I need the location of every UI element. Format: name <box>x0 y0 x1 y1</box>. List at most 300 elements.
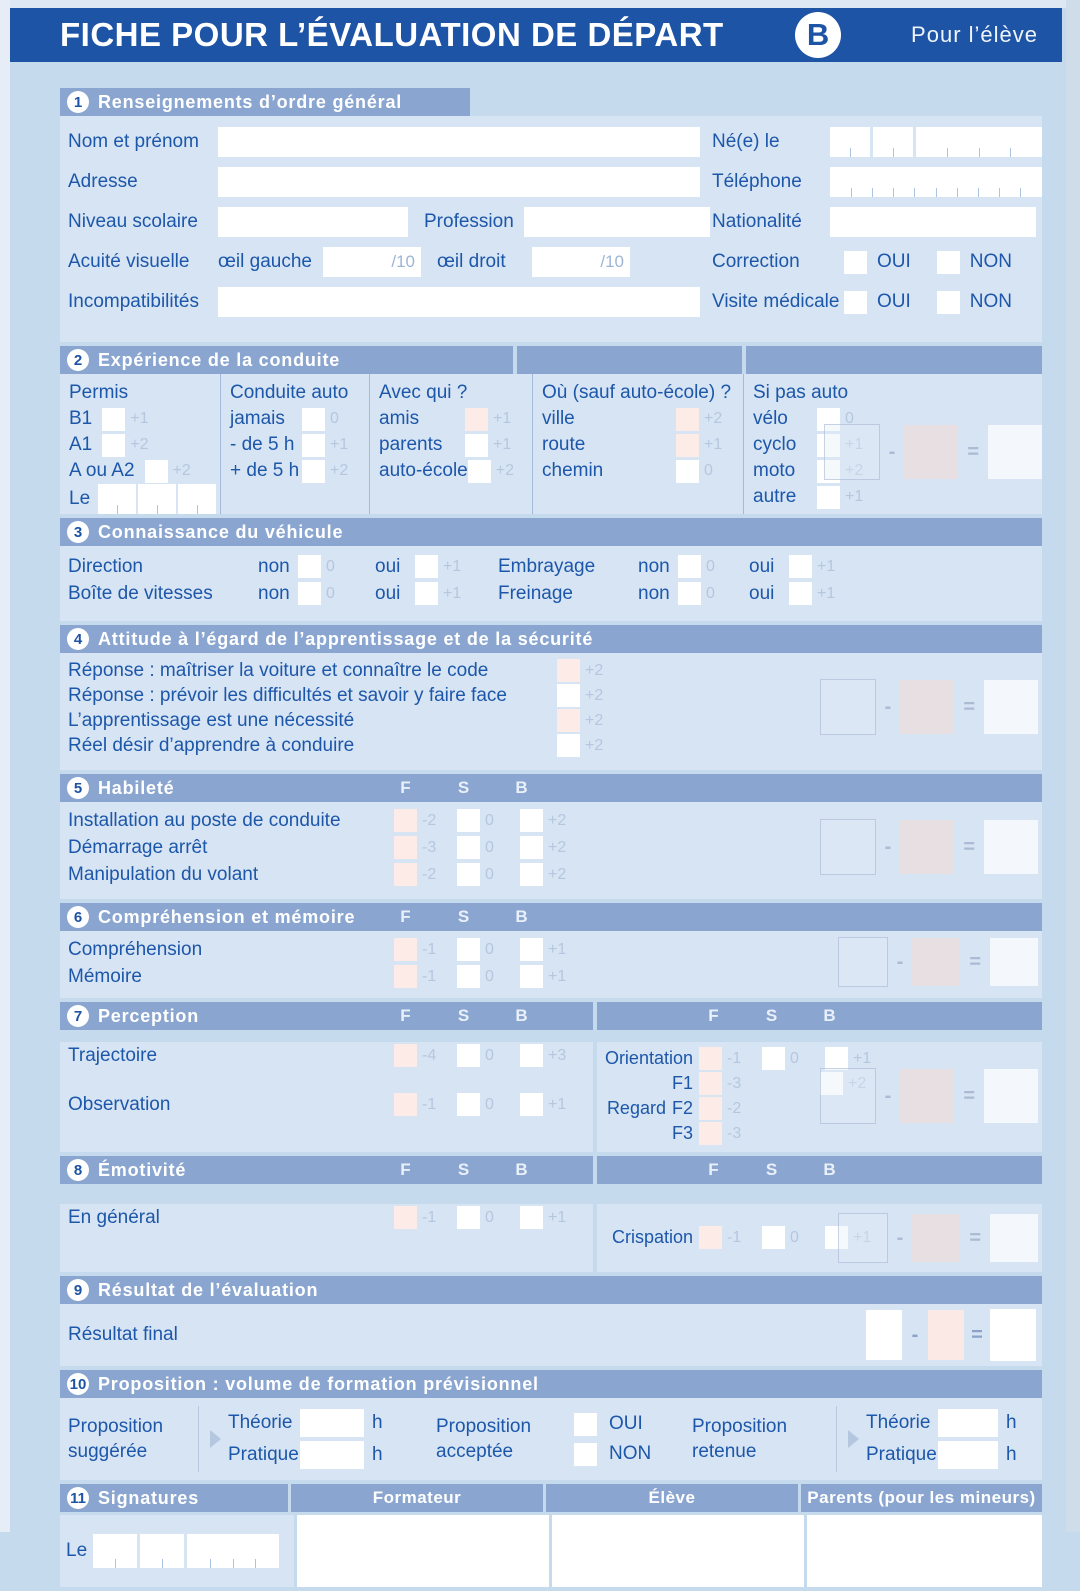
col-avec-qui <box>369 374 532 514</box>
checkbox-f1-f[interactable] <box>699 1072 722 1095</box>
score-hint: -1 <box>422 940 437 958</box>
col-s-label: S <box>457 1160 470 1179</box>
row-niveau <box>60 202 1042 242</box>
section-number-badge: 1 <box>67 91 89 113</box>
watermark-box <box>984 680 1038 734</box>
attitude-item-label: Réel désir d’apprendre à conduire <box>68 734 355 756</box>
section-number-badge: 7 <box>67 1005 89 1027</box>
score-hint: +2 <box>585 736 604 754</box>
checkbox-route[interactable] <box>676 434 699 457</box>
section-title: Expérience de la conduite <box>98 349 341 370</box>
cyclo-label: cyclo <box>753 434 797 455</box>
signature-date-cell <box>60 1515 294 1587</box>
section-signatures <box>60 1484 1042 1587</box>
theorie-label: Théorie <box>228 1412 293 1433</box>
checkbox-attitude-3[interactable] <box>557 709 580 732</box>
f3-label: F3 <box>671 1123 693 1143</box>
section-title: Habileté <box>98 777 175 798</box>
col-f-label: F <box>400 778 411 797</box>
en-general-label: En général <box>68 1206 160 1228</box>
row-acuite <box>60 242 1042 282</box>
score-hint: +1 <box>548 967 567 985</box>
score-hint: 0 <box>790 1049 799 1067</box>
watermark-box <box>904 425 958 479</box>
section-habilete <box>60 774 1042 899</box>
checkbox-acceptee-non[interactable] <box>574 1443 597 1466</box>
ou-header: Où (sauf auto-école) ? <box>542 382 732 403</box>
col-b-label: B <box>515 1160 528 1179</box>
score-hint: 0 <box>485 1095 494 1113</box>
oui-label: OUI <box>609 1413 643 1434</box>
checkbox-plus-de-5h[interactable] <box>302 460 325 483</box>
watermark-box <box>900 820 954 874</box>
col-f-label: F <box>400 1006 411 1025</box>
score-watermark <box>824 424 1042 480</box>
score-hint: +1 <box>817 584 836 602</box>
section-number-badge: 2 <box>67 349 89 371</box>
checkbox-attitude-4[interactable] <box>557 734 580 757</box>
autre-label: autre <box>753 486 797 507</box>
section-number-badge: 8 <box>67 1159 89 1181</box>
section-emotivite <box>60 1156 1042 1272</box>
score-hint: 0 <box>845 410 854 427</box>
col-ou <box>532 374 743 514</box>
f2-label: F2 <box>671 1098 693 1118</box>
checkbox-boite-oui[interactable] <box>415 582 438 605</box>
checkbox-jamais[interactable] <box>302 408 325 431</box>
col-s-label: S <box>765 1160 778 1179</box>
col-s-label: S <box>457 778 470 797</box>
route-label: route <box>542 434 586 455</box>
checkbox-auto-ecole[interactable] <box>468 460 491 483</box>
section-title: Signatures <box>98 1487 200 1508</box>
checkbox-moins-de-5h[interactable] <box>302 434 325 457</box>
checkbox-amis[interactable] <box>465 408 488 431</box>
checkbox-memoire-s[interactable] <box>457 965 480 988</box>
scan-edge-left <box>0 0 10 1532</box>
score-hint: +2 <box>548 811 567 829</box>
permis-header: Permis <box>69 382 129 403</box>
boite-label: Boîte de vitesses <box>68 582 213 604</box>
oeil-droit-input[interactable] <box>532 247 630 277</box>
watermark-box <box>820 819 876 875</box>
profession-input[interactable] <box>524 207 710 237</box>
attitude-item-label: Réponse : prévoir les difficultés et savoir y faire face <box>68 684 507 706</box>
checkbox-visite-oui[interactable] <box>844 291 867 314</box>
checkbox-orientation-b[interactable] <box>825 1047 848 1070</box>
score-hint: 0 <box>706 557 715 575</box>
score-hint: +1 <box>845 488 864 505</box>
non-label: NON <box>969 251 1013 272</box>
signature-area-parents[interactable] <box>807 1515 1042 1587</box>
telephone-label: Téléphone <box>712 171 802 192</box>
score-hint: 0 <box>706 584 715 602</box>
crispation-label: Crispation <box>611 1227 693 1247</box>
score-hint: 0 <box>485 838 494 856</box>
checkbox-ville[interactable] <box>676 408 699 431</box>
checkbox-autre[interactable] <box>817 486 840 509</box>
checkbox-correction-oui[interactable] <box>844 251 867 274</box>
minus-sign: - <box>911 1323 919 1346</box>
signature-area-formateur[interactable] <box>297 1515 549 1587</box>
score-hint: +1 <box>493 410 512 427</box>
col-conduite-auto <box>220 374 369 514</box>
nom-label: Nom et prénom <box>68 131 199 152</box>
signature-date-day-input[interactable] <box>93 1534 137 1568</box>
resultat-box-2[interactable] <box>928 1310 964 1360</box>
section-2-header <box>60 346 1042 374</box>
score-hint: +1 <box>817 557 836 575</box>
score-hint: +1 <box>704 436 723 453</box>
oui-label: oui <box>375 555 401 577</box>
checkbox-f2-f[interactable] <box>699 1097 722 1120</box>
watermark-box <box>838 1213 888 1263</box>
checkbox-en-general-b[interactable] <box>520 1206 543 1229</box>
score-hint: +2 <box>585 711 604 729</box>
minus-sign: - <box>884 835 892 858</box>
oui-label: OUI <box>877 291 911 312</box>
row-direction-embrayage <box>60 553 1042 580</box>
pratique-retenue-input[interactable] <box>938 1441 998 1469</box>
score-hint: +2 <box>172 462 191 479</box>
plus-5h-label: + de 5 h <box>230 460 300 481</box>
memoire-label: Mémoire <box>68 965 142 987</box>
section-1-header <box>60 88 1042 116</box>
col-permis <box>60 374 220 514</box>
checkbox-orientation-s[interactable] <box>762 1047 785 1070</box>
b1-label: B1 <box>69 408 93 429</box>
checkbox-comprehension-f[interactable] <box>394 938 417 961</box>
le-label: Le <box>66 1540 88 1561</box>
score-hint: 0 <box>485 811 494 829</box>
checkbox-visite-non[interactable] <box>937 291 960 314</box>
correction-label: Correction <box>712 251 800 272</box>
score-hint: +2 <box>495 462 514 479</box>
checkbox-permis-b1[interactable] <box>102 408 125 431</box>
le-label: Le <box>69 488 91 509</box>
checkbox-trajectoire-b[interactable] <box>520 1044 543 1067</box>
incompatibilites-label: Incompatibilités <box>68 291 199 312</box>
heure-label: h <box>1006 1412 1017 1433</box>
checkbox-memoire-b[interactable] <box>520 965 543 988</box>
score-hint: +2 <box>848 1074 867 1092</box>
birth-month-input[interactable] <box>873 127 913 157</box>
score-hint: +2 <box>585 686 604 704</box>
checkbox-trajectoire-f[interactable] <box>394 1044 417 1067</box>
checkbox-acceptee-oui[interactable] <box>574 1413 597 1436</box>
embrayage-label: Embrayage <box>498 555 596 577</box>
theorie-suggeree-input[interactable] <box>300 1409 364 1437</box>
pratique-label: Pratique <box>228 1444 299 1465</box>
jamais-label: jamais <box>230 408 285 429</box>
resultat-box-1[interactable] <box>866 1310 902 1360</box>
score-hint: +2 <box>585 661 604 679</box>
oui-label: oui <box>749 555 775 577</box>
score-watermark <box>820 679 1038 735</box>
group-divider <box>198 1406 199 1472</box>
checkbox-demarrage-f[interactable] <box>394 836 417 859</box>
equals-sign: = <box>969 950 981 973</box>
watermark-box <box>988 425 1042 479</box>
checkbox-direction-non[interactable] <box>298 555 321 578</box>
checkbox-comprehension-b[interactable] <box>520 938 543 961</box>
score-watermark <box>820 819 1038 875</box>
formateur-header: Formateur <box>372 1488 462 1507</box>
score-hint: +2 <box>548 865 567 883</box>
checkbox-attitude-1[interactable] <box>557 659 580 682</box>
score-hint: 0 <box>485 967 494 985</box>
oui-label: oui <box>749 582 775 604</box>
velo-label: vélo <box>753 408 788 429</box>
score-hint: +1 <box>330 436 349 453</box>
equals-sign: = <box>963 1084 975 1107</box>
score-hint: +1 <box>443 557 462 575</box>
adresse-label: Adresse <box>68 171 138 192</box>
row-nom <box>60 122 1042 162</box>
watermark-box <box>820 1068 876 1124</box>
col-s-label: S <box>457 1006 470 1025</box>
watermark-box <box>912 1214 960 1262</box>
col-b-label: B <box>515 907 528 926</box>
checkbox-en-general-s[interactable] <box>457 1206 480 1229</box>
retenue-fields <box>866 1407 1042 1471</box>
theorie-retenue-input[interactable] <box>938 1409 998 1437</box>
oui-label: oui <box>375 582 401 604</box>
non-label: non <box>258 582 290 604</box>
proposition-retenue-label: Proposition retenue <box>692 1416 788 1462</box>
score-hint: -1 <box>422 1208 437 1226</box>
oeil-gauche-label: œil gauche <box>218 251 312 272</box>
checkbox-volant-b[interactable] <box>520 863 543 886</box>
section-experience <box>60 346 1042 514</box>
checkbox-demarrage-b[interactable] <box>520 836 543 859</box>
checkbox-embrayage-non[interactable] <box>678 555 701 578</box>
ville-label: ville <box>542 408 575 429</box>
signature-date-month-input[interactable] <box>140 1534 184 1568</box>
score-hint: 0 <box>485 865 494 883</box>
incompatibilites-input[interactable] <box>218 287 700 317</box>
section-perception <box>60 1002 1042 1152</box>
score-watermark <box>838 1213 1038 1263</box>
checkbox-installation-s[interactable] <box>457 809 480 832</box>
row-adresse <box>60 162 1042 202</box>
equals-sign: = <box>969 1226 981 1249</box>
checkbox-demarrage-s[interactable] <box>457 836 480 859</box>
checkbox-crispation-f[interactable] <box>699 1226 722 1249</box>
score-hint: +1 <box>853 1049 872 1067</box>
section-number-badge: 10 <box>67 1373 89 1395</box>
avec-qui-header: Avec qui ? <box>379 382 468 403</box>
attitude-item-label: Réponse : maîtriser la voiture et connaître le code <box>68 659 489 681</box>
checkbox-volant-f[interactable] <box>394 863 417 886</box>
score-hint: 0 <box>704 462 713 479</box>
niveau-label: Niveau scolaire <box>68 211 198 232</box>
score-hint: +2 <box>330 462 349 479</box>
f1-label: F1 <box>671 1073 693 1093</box>
checkbox-installation-b[interactable] <box>520 809 543 832</box>
chemin-label: chemin <box>542 460 604 481</box>
amis-label: amis <box>379 408 420 429</box>
eleve-header: Élève <box>648 1488 696 1507</box>
watermark-box <box>824 424 880 480</box>
score-hint: +1 <box>853 1228 872 1246</box>
score-hint: +2 <box>845 462 864 479</box>
watermark-box <box>820 679 876 735</box>
section-number-badge: 9 <box>67 1279 89 1301</box>
watermark-box <box>990 938 1038 986</box>
section-number-badge: 11 <box>67 1487 89 1509</box>
oeil-droit-label: œil droit <box>437 251 506 272</box>
section-title: Perception <box>98 1005 200 1026</box>
parents-label: parents <box>379 434 443 455</box>
checkbox-en-general-f[interactable] <box>394 1206 417 1229</box>
score-hint: +1 <box>845 436 864 453</box>
score-hint: 0 <box>326 584 335 602</box>
pratique-label: Pratique <box>866 1444 937 1465</box>
checkbox-freinage-non[interactable] <box>678 582 701 605</box>
checkbox-permis-a-ou-a2[interactable] <box>145 460 168 483</box>
form-title-bar <box>10 8 1062 62</box>
non-label: non <box>258 555 290 577</box>
equals-sign: = <box>971 1323 983 1346</box>
checkbox-observation-f[interactable] <box>394 1093 417 1116</box>
equals-sign: = <box>963 695 975 718</box>
section-number-badge: 3 <box>67 521 89 543</box>
checkbox-chemin[interactable] <box>676 460 699 483</box>
nationalite-label: Nationalité <box>712 211 802 232</box>
checkbox-f3-f[interactable] <box>699 1122 722 1145</box>
ne-le-label: Né(e) le <box>712 131 780 152</box>
moins-5h-label: - de 5 h <box>230 434 295 455</box>
birth-day-input[interactable] <box>830 127 870 157</box>
habilete-row-label: Manipulation du volant <box>68 863 259 885</box>
score-hint: 0 <box>485 1046 494 1064</box>
section-number-badge: 5 <box>67 777 89 799</box>
resultat-box-3[interactable] <box>990 1309 1036 1361</box>
permis-date-year-input[interactable] <box>178 484 216 514</box>
score-hint: +1 <box>548 1095 567 1113</box>
signature-date-year-input[interactable] <box>187 1534 279 1568</box>
col-f-label: F <box>708 1006 719 1025</box>
checkbox-installation-f[interactable] <box>394 809 417 832</box>
score-hint: +2 <box>130 436 149 453</box>
score-hint: +2 <box>704 410 723 427</box>
checkbox-comprehension-s[interactable] <box>457 938 480 961</box>
checkbox-trajectoire-s[interactable] <box>457 1044 480 1067</box>
scan-edge-top <box>0 0 1080 8</box>
oui-label: OUI <box>877 251 911 272</box>
score-hint: +1 <box>548 940 567 958</box>
checkbox-attitude-2[interactable] <box>557 684 580 707</box>
checkbox-observation-b[interactable] <box>520 1093 543 1116</box>
section-title: Compréhension et mémoire <box>98 906 356 927</box>
non-label: NON <box>969 291 1013 312</box>
col-f-label: F <box>400 907 411 926</box>
permis-date-month-input[interactable] <box>138 484 176 514</box>
minus-sign: - <box>896 1226 904 1249</box>
equals-sign: = <box>967 440 979 463</box>
checkbox-crispation-s[interactable] <box>762 1226 785 1249</box>
checkbox-orientation-f[interactable] <box>699 1047 722 1070</box>
proposition-suggeree-label: Proposition suggérée <box>68 1416 164 1462</box>
score-hint: 0 <box>485 940 494 958</box>
checkbox-boite-non[interactable] <box>298 582 321 605</box>
adresse-input[interactable] <box>218 167 700 197</box>
row-incompatibilites <box>60 282 1042 322</box>
score-hint: 0 <box>790 1228 799 1246</box>
direction-label: Direction <box>68 555 143 577</box>
pratique-suggeree-input[interactable] <box>300 1441 364 1469</box>
score-watermark <box>838 937 1038 987</box>
resultat-final-label: Résultat final <box>68 1324 178 1345</box>
habilete-row-label: Installation au poste de conduite <box>68 809 341 831</box>
checkbox-direction-oui[interactable] <box>415 555 438 578</box>
section-resultat <box>60 1276 1042 1366</box>
habilete-row-label: Démarrage arrêt <box>68 836 208 858</box>
niveau-input[interactable] <box>218 207 408 237</box>
checkbox-memoire-f[interactable] <box>394 965 417 988</box>
checkbox-freinage-oui[interactable] <box>789 582 812 605</box>
section-title: Émotivité <box>98 1159 187 1180</box>
score-hint: -2 <box>422 865 437 883</box>
minus-sign: - <box>884 695 892 718</box>
checkbox-correction-non[interactable] <box>937 251 960 274</box>
score-hint: +1 <box>130 410 149 427</box>
score-hint: -1 <box>727 1228 742 1246</box>
freinage-label: Freinage <box>498 582 573 604</box>
checkbox-embrayage-oui[interactable] <box>789 555 812 578</box>
form-sheet <box>60 88 1042 1591</box>
section-connaissance <box>60 518 1042 621</box>
nom-input[interactable] <box>218 127 700 157</box>
minus-sign: - <box>884 1084 892 1107</box>
watermark-box <box>984 820 1038 874</box>
a-ou-a2-label: A ou A2 <box>69 460 135 481</box>
heure-label: h <box>372 1412 383 1433</box>
checkbox-volant-s[interactable] <box>457 863 480 886</box>
auto-ecole-label: auto-école <box>379 460 468 481</box>
score-hint: -3 <box>422 838 437 856</box>
observation-label: Observation <box>68 1093 171 1115</box>
permis-date-day-input[interactable] <box>98 484 136 514</box>
row-boite-freinage <box>60 580 1042 607</box>
attitude-item-label: L’apprentissage est une nécessité <box>68 709 355 731</box>
score-hint: +1 <box>493 436 512 453</box>
telephone-input[interactable] <box>830 167 1042 197</box>
oeil-gauche-input[interactable] <box>323 247 421 277</box>
checkbox-observation-s[interactable] <box>457 1093 480 1116</box>
theorie-label: Théorie <box>866 1412 931 1433</box>
score-hint: -4 <box>422 1046 437 1064</box>
score-hint: 0 <box>326 557 335 575</box>
score-hint: +1 <box>548 1208 567 1226</box>
section-title: Résultat de l’évaluation <box>98 1279 319 1300</box>
non-label: NON <box>609 1443 652 1464</box>
watermark-box <box>900 1069 954 1123</box>
arrow-right-icon <box>210 1430 221 1448</box>
acuite-label: Acuité visuelle <box>68 251 190 272</box>
acceptee-fields <box>574 1409 692 1469</box>
birth-year-input[interactable] <box>916 127 1042 157</box>
section-title: Renseignements d’ordre général <box>98 91 403 112</box>
parents-header: Parents (pour les mineurs) <box>807 1488 1036 1507</box>
checkbox-parents[interactable] <box>465 434 488 457</box>
nationalite-input[interactable] <box>830 207 1036 237</box>
section-attitude <box>60 625 1042 770</box>
signature-area-eleve[interactable] <box>552 1515 804 1587</box>
section-2-body <box>60 374 1042 514</box>
checkbox-permis-a1[interactable] <box>102 434 125 457</box>
